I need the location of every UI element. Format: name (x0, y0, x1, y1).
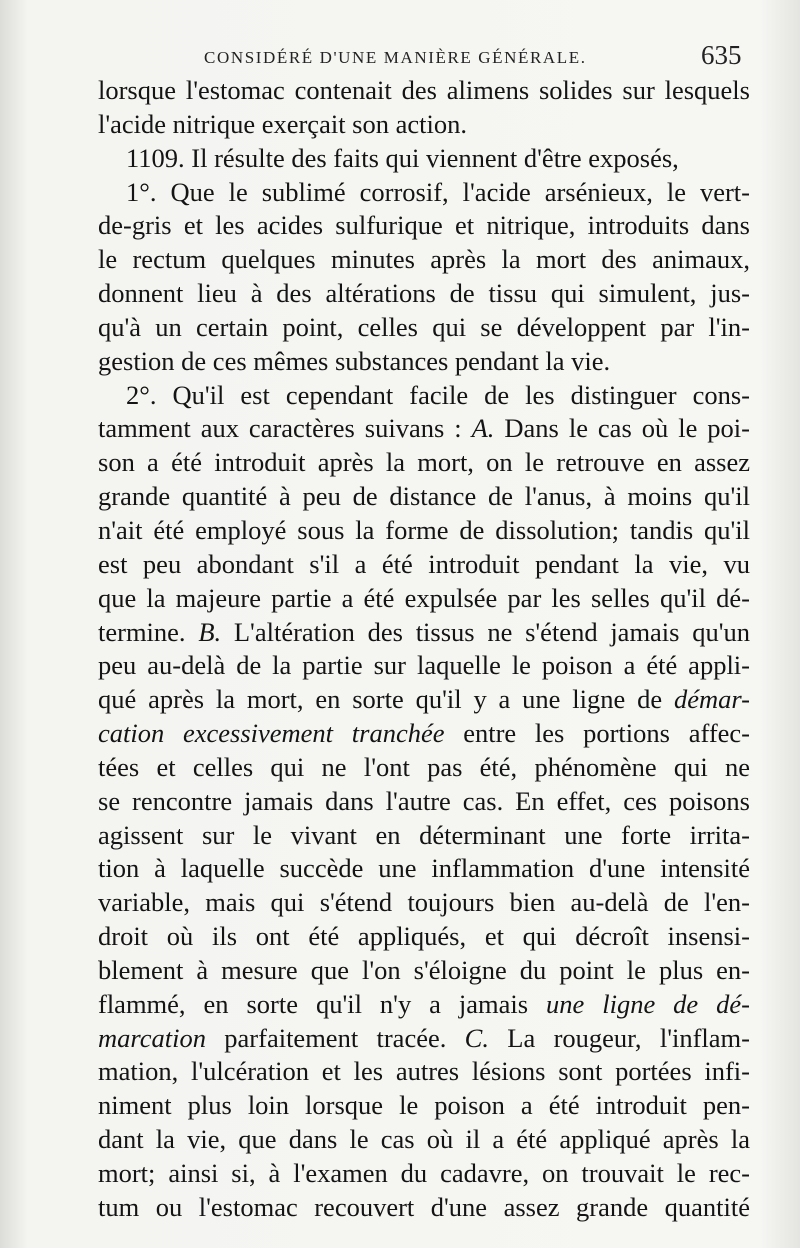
text-segment: droit où ils ont été appliqués, et qui décroît insensi- (98, 921, 750, 952)
text-segment: termine. (98, 616, 199, 647)
text-segment: L'altération des tissus ne s'étend jamais qu'un (221, 616, 751, 647)
italic-text: B. (198, 616, 222, 647)
text-segment: tum ou l'estomac recouvert d'une assez grande quantité (98, 1191, 750, 1222)
text-segment: tion à laquelle succède une inflammation d'une intensité (98, 853, 750, 884)
text-segment: qu'à un certain point, celles qui se développent par l'in- (98, 311, 750, 342)
text-line (98, 514, 750, 548)
text-segment: 1°. Que le sublimé corrosif, l'acide arsénieux, le vert- (126, 176, 750, 207)
text-line (98, 1022, 750, 1056)
text-segment: blement à mesure que l'on s'éloigne du point le plus en- (98, 954, 750, 985)
text-line (98, 548, 750, 582)
text-segment: lorsque l'estomac contenait des alimens solides sur lesquels (98, 75, 750, 105)
text-line (98, 886, 750, 920)
text-segment: variable, mais qui s'étend toujours bien au-delà de l'en- (98, 887, 750, 918)
text-segment: l'acide nitrique exerçait son action. (98, 108, 467, 139)
page-number: 635 (701, 40, 742, 70)
text-line (98, 209, 750, 243)
italic-text: une ligne de dé- (546, 988, 750, 1019)
text-line (98, 480, 750, 514)
text-line (98, 1157, 750, 1191)
text-line (98, 176, 750, 210)
text-line (98, 1055, 750, 1089)
text-line (98, 1089, 750, 1123)
text-segment: tamment aux caractères suivans : (98, 413, 472, 444)
text-line (98, 74, 750, 108)
text-segment: mort; ainsi si, à l'examen du cadavre, on trouvait le rec- (98, 1158, 750, 1188)
text-line (98, 243, 750, 277)
text-line (98, 954, 750, 988)
text-line (98, 379, 750, 413)
text-line (98, 683, 750, 717)
text-line (98, 717, 750, 751)
text-line (98, 311, 750, 345)
text-line (98, 345, 750, 379)
italic-text: démar- (673, 684, 750, 715)
text-segment: parfaitement tracée. (205, 1022, 465, 1053)
text-line (98, 988, 750, 1022)
italic-text: C. (464, 1022, 489, 1053)
text-segment: tées et celles qui ne l'ont pas été, phénomène qui ne (98, 751, 750, 782)
text-segment: Dans le cas où le poi- (494, 413, 750, 444)
text-segment: flammé, en sorte qu'il n'y a jamais (98, 988, 547, 1019)
text-segment: La rougeur, l'inflam- (488, 1022, 750, 1053)
text-line (98, 649, 750, 683)
text-segment: entre les portions affec- (444, 718, 750, 749)
text-line (98, 142, 750, 176)
text-segment: qué après la mort, en sorte qu'il y a une ligne de (98, 684, 674, 715)
text-segment: donnent lieu à des altérations de tissu qui simulent, jus- (98, 278, 750, 309)
italic-text: cation excessivement tranchée (98, 718, 445, 749)
text-line (98, 582, 750, 616)
text-line (98, 412, 750, 446)
text-line (98, 616, 750, 650)
running-head: CONSIDÉRÉ D'UNE MANIÈRE GÉNÉRALE. (204, 48, 587, 67)
text-line (98, 819, 750, 853)
text-segment: 1109. Il résulte des faits qui viennent d'être exposés, (126, 142, 679, 173)
text-segment: grande quantité à peu de distance de l'anus, à moins qu'il (98, 481, 750, 512)
text-segment: agissent sur le vivant en déterminant une forte irrita- (98, 819, 750, 850)
text-segment: gestion de ces mêmes substances pendant la vie. (98, 345, 611, 376)
text-line (98, 920, 750, 954)
body-text (98, 74, 750, 1225)
text-segment: se rencontre jamais dans l'autre cas. En effet, ces poisons (98, 785, 750, 816)
text-line (98, 751, 750, 785)
text-line (98, 446, 750, 480)
text-segment: que la majeure partie a été expulsée par les selles qu'il dé- (98, 582, 750, 613)
italic-text: marcation (98, 1022, 206, 1053)
text-segment: son a été introduit après la mort, on le retrouve en assez (98, 447, 750, 478)
text-line (98, 1123, 750, 1157)
text-segment: peu au-delà de la partie sur laquelle le poison a été appli- (98, 650, 750, 681)
italic-text: A. (471, 413, 495, 444)
text-line (98, 108, 750, 142)
text-segment: le rectum quelques minutes après la mort des animaux, (98, 244, 750, 275)
page-header (0, 40, 800, 76)
text-segment: dant la vie, que dans le cas où il a été appliqué après la (98, 1124, 750, 1155)
text-segment: est peu abondant s'il a été introduit pendant la vie, vu (98, 548, 750, 579)
text-line (98, 785, 750, 819)
text-segment: n'ait été employé sous la forme de dissolution; tandis qu'il (98, 514, 750, 545)
text-line (98, 277, 750, 311)
text-segment: 2°. Qu'il est cependant facile de les distinguer cons- (126, 379, 750, 410)
text-segment: de-gris et les acides sulfurique et nitrique, introduits dans (98, 210, 750, 241)
text-segment: mation, l'ulcération et les autres lésions sont portées infi- (98, 1056, 750, 1087)
text-line (98, 852, 750, 886)
text-segment: niment plus loin lorsque le poison a été introduit pen- (98, 1090, 750, 1121)
text-line (98, 1191, 750, 1225)
